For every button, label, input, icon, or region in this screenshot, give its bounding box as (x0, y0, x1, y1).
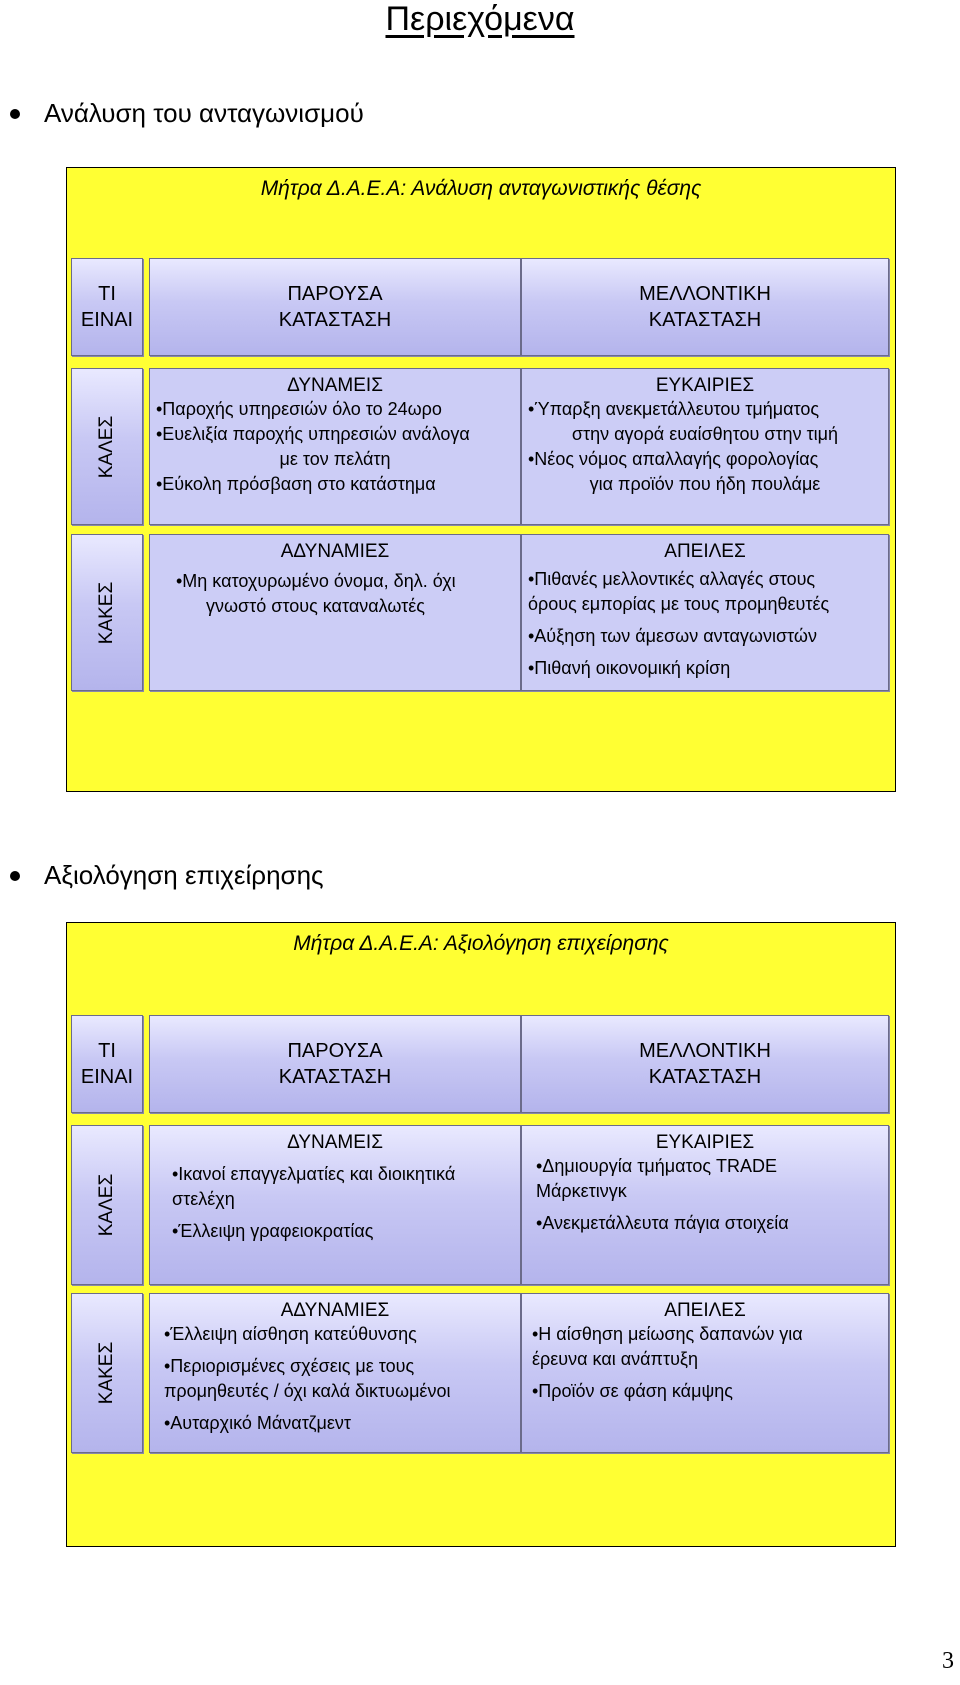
swot-matrix-competition (66, 167, 896, 792)
strengths-title: ΔΥΝΑΜΕΙΣ (287, 375, 383, 396)
opportunities-title: ΕΥΚΑΙΡΙΕΣ (655, 1132, 755, 1153)
strengths-cell (149, 1125, 521, 1285)
opportunities-cell (521, 1125, 889, 1285)
matrix-title: Μήτρα Δ.Α.Ε.Α: Ανάλυση ανταγωνιστικής θέσης (260, 177, 702, 200)
header-present-line1: ΠΑΡΟΥΣΑ (287, 1040, 383, 1062)
opportunities-cell (521, 368, 889, 525)
weaknesses-list (150, 569, 520, 619)
list-item: •Περιορισμένες σχέσεις με τους (164, 1356, 415, 1376)
row-label-good (71, 368, 143, 525)
list-item: •Δημιουργία τμήματος TRADE (536, 1156, 778, 1176)
list-item: •Έλλειψη γραφειοκρατίας (172, 1221, 374, 1241)
list-item: προμηθευτές / όχι καλά δικτυωμένοι (164, 1381, 451, 1401)
header-future-line2: ΚΑΤΑΣΤΑΣΗ (648, 1066, 762, 1088)
strengths-list (150, 1162, 520, 1244)
weaknesses-title: ΑΔΥΝΑΜΙΕΣ (280, 541, 390, 562)
header-what-cell (71, 1015, 143, 1113)
list-item: για προϊόν που ήδη πουλάμε (589, 474, 821, 494)
header-what-line2: ΕΙΝΑΙ (80, 1066, 134, 1088)
list-item: •Μη κατοχυρωμένο όνομα, δηλ. όχι (176, 571, 456, 591)
row-label-bad-text: ΚΑΚΕΣ (96, 581, 117, 644)
header-what-line1: ΤΙ (98, 283, 116, 305)
list-item: •Ανεκμετάλλευτα πάγια στοιχεία (536, 1213, 789, 1233)
header-present-cell (149, 258, 521, 356)
list-item: •Η αίσθηση μείωσης δαπανών για (532, 1324, 803, 1344)
header-present-line2: ΚΑΤΑΣΤΑΣΗ (278, 1066, 392, 1088)
opportunities-title: ΕΥΚΑΙΡΙΕΣ (655, 375, 755, 396)
strengths-cell (149, 368, 521, 525)
page-number: 3 (942, 1648, 954, 1674)
matrix-title: Μήτρα Δ.Α.Ε.Α: Αξιολόγηση επιχείρησης (293, 932, 669, 955)
header-what-line1: ΤΙ (98, 1040, 116, 1062)
bullet-icon (10, 109, 20, 119)
list-item: •Ευελιξία παροχής υπηρεσιών ανάλογα (156, 424, 470, 444)
weaknesses-title: ΑΔΥΝΑΜΙΕΣ (280, 1300, 390, 1321)
list-item: •Προϊόν σε φάση κάμψης (532, 1381, 733, 1401)
list-item: στην αγορά ευαίσθητου στην τιμή (571, 424, 839, 444)
strengths-list (150, 397, 520, 497)
weaknesses-list (150, 1322, 520, 1436)
section-heading-competition (10, 98, 364, 129)
header-present-cell (149, 1015, 521, 1113)
list-item: •Παροχής υπηρεσιών όλο το 24ωρο (156, 399, 442, 419)
list-item: Μάρκετινγκ (536, 1181, 627, 1201)
list-item: •Έλλειψη αίσθηση κατεύθυνσης (164, 1324, 417, 1344)
list-item: •Πιθανή οικονομική κρίση (528, 658, 731, 678)
row-label-good-text: ΚΑΛΕΣ (96, 415, 117, 478)
section-heading-text: Αξιολόγηση επιχείρησης (44, 860, 324, 890)
swot-matrix-assessment (66, 922, 896, 1547)
threats-title: ΑΠΕΙΛΕΣ (664, 1300, 746, 1321)
list-item: όρους εμπορίας με τους προμηθευτές (528, 594, 830, 614)
row-label-bad-text: ΚΑΚΕΣ (96, 1341, 117, 1405)
weaknesses-cell (149, 534, 521, 691)
list-item: γνωστό στους καταναλωτές (206, 596, 425, 616)
header-future-line2: ΚΑΤΑΣΤΑΣΗ (648, 309, 762, 331)
weaknesses-cell (149, 1293, 521, 1453)
opportunities-list (522, 397, 888, 497)
list-item: έρευνα και ανάπτυξη (532, 1349, 698, 1369)
page-title: Περιεχόμενα (385, 0, 575, 38)
header-present-line2: ΚΑΤΑΣΤΑΣΗ (278, 309, 392, 331)
header-future-cell (521, 258, 889, 356)
strengths-title: ΔΥΝΑΜΕΙΣ (287, 1132, 383, 1153)
list-item: •Εύκολη πρόσβαση στο κατάστημα (156, 474, 436, 494)
list-item: •Ικανοί επαγγελματίες και διοικητικά (172, 1164, 456, 1184)
section-heading-text: Ανάλυση του ανταγωνισμού (44, 98, 364, 128)
section-heading-assessment (10, 860, 324, 891)
header-what-cell (71, 258, 143, 356)
list-item: με τον πελάτη (279, 449, 391, 469)
threats-cell (521, 534, 889, 691)
list-item: •Ύπαρξη ανεκμετάλλευτου τμήματος (528, 399, 820, 419)
bullet-icon (10, 871, 20, 881)
list-item: •Αυταρχικό Μάνατζμεντ (164, 1413, 351, 1433)
header-future-line1: ΜΕΛΛΟΝΤΙΚΗ (639, 1040, 771, 1062)
list-item: •Πιθανές μελλοντικές αλλαγές στους (528, 569, 816, 589)
threats-list (522, 1322, 888, 1404)
threats-cell (521, 1293, 889, 1453)
list-item: στελέχη (172, 1189, 235, 1209)
row-label-bad (71, 534, 143, 691)
list-item: •Νέος νόμος απαλλαγής φορολογίας (528, 449, 819, 469)
row-label-good-text: ΚΑΛΕΣ (96, 1173, 117, 1237)
threats-list (522, 567, 888, 681)
threats-title: ΑΠΕΙΛΕΣ (664, 541, 746, 562)
header-future-line1: ΜΕΛΛΟΝΤΙΚΗ (639, 283, 771, 305)
header-present-line1: ΠΑΡΟΥΣΑ (287, 283, 383, 305)
opportunities-list (522, 1154, 888, 1236)
row-label-bad (71, 1293, 143, 1453)
list-item: •Αύξηση των άμεσων ανταγωνιστών (528, 626, 817, 646)
header-what-line2: ΕΙΝΑΙ (80, 309, 134, 331)
header-future-cell (521, 1015, 889, 1113)
row-label-good (71, 1125, 143, 1285)
